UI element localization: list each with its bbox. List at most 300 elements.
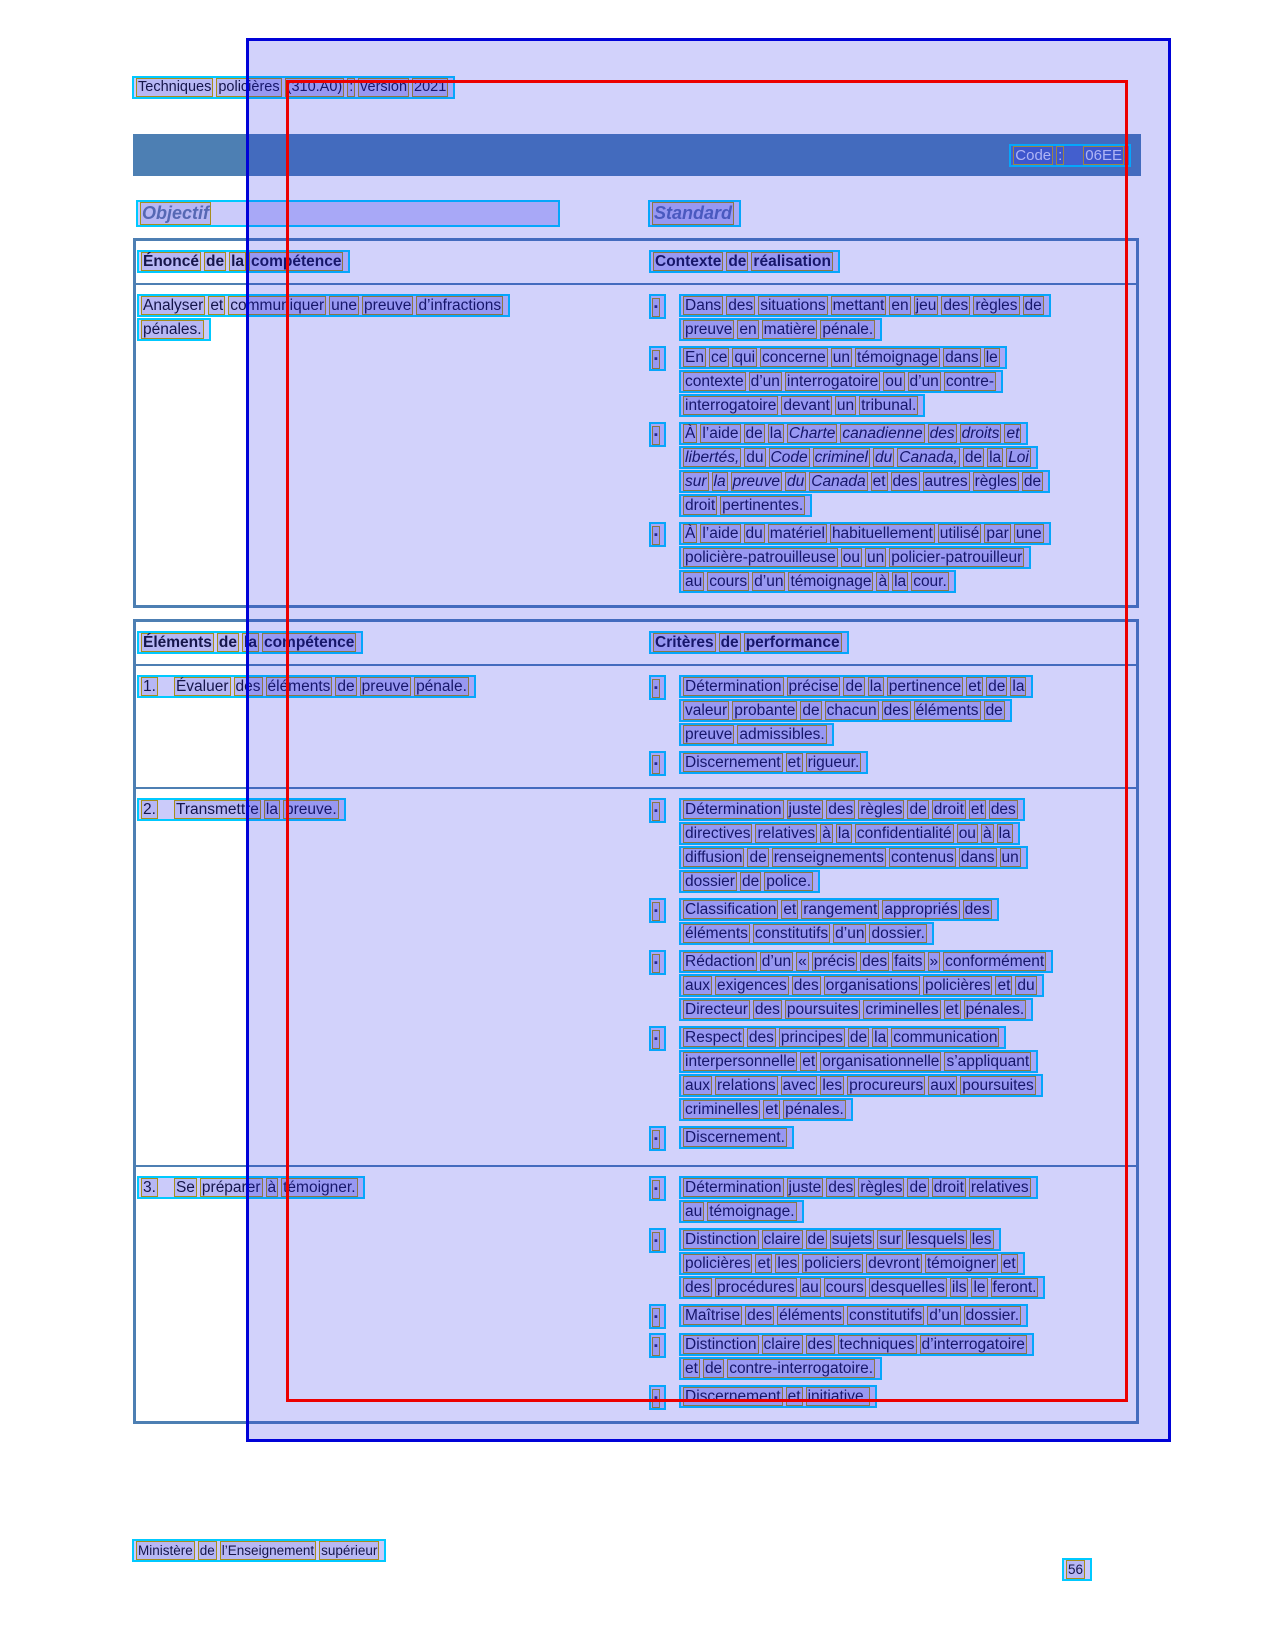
word-box: Se <box>175 1179 195 1196</box>
word-box: éléments <box>779 1307 843 1324</box>
word-box: des <box>929 425 955 442</box>
word-box: 56 <box>1068 1562 1084 1577</box>
text-line <box>679 998 1126 1022</box>
word-box: la <box>265 801 278 818</box>
word-box: Maîtrise <box>685 1307 741 1324</box>
word-box: admissibles. <box>739 726 825 743</box>
line-box <box>679 699 1012 722</box>
word-box: Standard <box>654 203 733 223</box>
text-line <box>679 1074 1126 1098</box>
word-box: du <box>746 449 764 466</box>
word-box: de <box>988 678 1006 695</box>
text-line <box>137 675 630 699</box>
word-box: et <box>945 1001 959 1018</box>
bullet-item <box>649 898 1126 946</box>
text-line <box>679 822 1126 846</box>
bullet-line-box <box>649 675 666 700</box>
word-box: pénales. <box>143 321 202 338</box>
word-box: droit <box>933 801 964 818</box>
word-box: En <box>685 349 704 366</box>
word-box: exigences <box>717 977 787 994</box>
word-box: de <box>741 873 760 890</box>
bullet-text-lines <box>679 522 1126 594</box>
word-box: avec <box>782 1077 816 1094</box>
word-box: preuve. <box>285 801 337 818</box>
word-box: de <box>728 253 747 270</box>
word-box: probante <box>734 702 796 719</box>
word-box: Détermination <box>685 678 782 695</box>
word-box: en <box>739 321 757 338</box>
line-box <box>679 470 1050 493</box>
word-box: » <box>929 953 939 970</box>
line-box <box>679 898 999 921</box>
word-box: preuve <box>685 726 733 743</box>
word-box: du <box>875 449 893 466</box>
word-box: de <box>337 678 355 695</box>
text-line <box>679 318 1126 342</box>
line-box <box>679 422 1028 445</box>
text-line <box>679 723 1126 747</box>
word-box: cours <box>825 1279 864 1296</box>
document-title-line <box>132 76 455 99</box>
bullet-text-lines <box>679 1126 1126 1151</box>
word-box: à <box>822 825 831 842</box>
text-line <box>679 870 1126 894</box>
word-box: d’un <box>909 373 939 390</box>
word-box: Détermination <box>685 801 782 818</box>
line-box <box>679 1385 877 1408</box>
table2-header-row <box>136 622 1136 666</box>
bullet-line-box <box>649 522 666 547</box>
line-box <box>137 1176 365 1199</box>
word-box: ou <box>885 373 903 390</box>
word-box: Code <box>1015 146 1052 164</box>
word-box: pertinentes. <box>722 497 804 514</box>
word-box: Canada, <box>899 449 958 466</box>
line-box <box>679 846 1028 869</box>
word-box: un <box>836 397 855 414</box>
word-box: rangement <box>803 901 878 918</box>
line-box <box>679 1098 853 1121</box>
bullet-line-box <box>649 422 666 447</box>
word-box: À <box>685 525 696 542</box>
bullet-line-box <box>649 1026 666 1051</box>
text-line <box>679 1026 1126 1050</box>
text-line <box>679 370 1126 394</box>
text-line <box>137 798 630 822</box>
bullet-item <box>649 798 1126 894</box>
page-number <box>1062 1558 1092 1581</box>
word-box: organisations <box>825 977 918 994</box>
word-box: la <box>874 1029 887 1046</box>
text-line <box>679 751 1126 775</box>
text-line <box>679 1357 1126 1381</box>
bullet-column <box>649 422 679 518</box>
word-box: et <box>968 678 982 695</box>
word-box: l’aide <box>702 425 739 442</box>
bullet-icon: ▪ <box>652 1389 660 1408</box>
word-box: sur <box>879 1231 901 1248</box>
word-box: témoignage. <box>709 1203 795 1220</box>
word-box: lesquels <box>907 1231 965 1248</box>
word-box: Contexte <box>655 253 722 270</box>
word-box: Analyser <box>143 297 204 314</box>
word-box: version <box>360 79 408 95</box>
bullet-line-box <box>649 1385 666 1410</box>
word-box: Éléments <box>143 634 212 651</box>
bullet-item <box>649 1176 1126 1224</box>
table2-row1-left-cell <box>136 666 630 787</box>
word-box: d’infractions <box>418 297 502 314</box>
word-box: criminelles <box>865 1001 939 1018</box>
word-box: à <box>982 825 992 842</box>
bullet-line-box <box>649 294 666 319</box>
word-box: mettant <box>832 297 885 314</box>
word-box: interpersonnelle <box>685 1053 796 1070</box>
word-box: des <box>748 1029 774 1046</box>
word-box: des <box>828 801 854 818</box>
word-box: Directeur <box>685 1001 748 1018</box>
word-box: autres <box>924 473 968 490</box>
word-box: constitutifs <box>754 925 829 942</box>
word-box: initiative. <box>807 1388 868 1405</box>
bullet-item <box>649 522 1126 594</box>
word-box: au <box>685 1203 703 1220</box>
word-box: un <box>1001 849 1019 866</box>
word-box: et <box>872 473 886 490</box>
word-box: pénale. <box>416 678 467 695</box>
word-box: principes <box>780 1029 843 1046</box>
word-box: relatives <box>757 825 816 842</box>
bullet-icon: ▪ <box>652 1130 660 1149</box>
word-box: cours <box>709 573 748 590</box>
word-box: d’un <box>761 953 792 970</box>
line-box <box>679 723 834 746</box>
word-box: s’appliquant <box>946 1053 1030 1070</box>
bullet-text-lines <box>679 422 1126 518</box>
word-box: des <box>747 1307 773 1324</box>
word-box: et <box>210 297 224 314</box>
word-box: dossier. <box>965 1307 1019 1324</box>
line-box <box>679 974 1044 997</box>
word-box: et <box>765 1101 779 1118</box>
word-box: supérieur <box>321 1543 378 1558</box>
bullet-text-lines <box>679 898 1126 946</box>
text-line <box>679 922 1126 946</box>
word-box: cour. <box>913 573 947 590</box>
word-box: précis <box>813 953 856 970</box>
word-box: la <box>837 825 850 842</box>
word-box: Rédaction <box>685 953 755 970</box>
word-box: juste <box>788 1179 822 1196</box>
word-box: Discernement. <box>685 1129 785 1146</box>
bullet-line-box <box>649 346 666 371</box>
word-box: qui <box>734 349 756 366</box>
word-box: ils <box>951 1279 967 1296</box>
word-box: des <box>883 702 909 719</box>
bullet-line-box <box>649 1304 666 1329</box>
table1-header-row <box>136 241 1136 285</box>
word-box: éléments <box>267 678 331 695</box>
bullet-icon: ▪ <box>652 755 660 774</box>
word-box: situations <box>760 297 826 314</box>
word-box: et <box>970 801 984 818</box>
word-box: la <box>713 473 726 490</box>
bullet-text-lines <box>679 950 1126 1022</box>
word-box: des <box>235 678 261 695</box>
word-box: performance <box>745 634 840 651</box>
word-box: policières <box>925 977 991 994</box>
table1-row-right-cell <box>630 285 1136 605</box>
word-box: les <box>971 1231 992 1248</box>
line-box <box>137 798 346 821</box>
table2-row1-right-cell <box>630 666 1136 787</box>
word-box: concerne <box>762 349 826 366</box>
bullet-text-lines <box>679 751 1126 776</box>
word-box: l’Enseignement <box>221 1543 315 1558</box>
bullet-text-lines <box>679 1333 1126 1381</box>
word-box: de <box>704 1360 723 1377</box>
line-box <box>679 1304 1028 1327</box>
word-box: des <box>943 297 969 314</box>
word-box: Classification <box>685 901 777 918</box>
word-box: preuve <box>361 678 410 695</box>
line-box <box>679 822 1020 845</box>
word-box: preuve <box>685 321 733 338</box>
line-box <box>679 1176 1038 1199</box>
word-box: à <box>878 573 888 590</box>
word-box: Ministère <box>138 1543 193 1558</box>
word-box: tribunal. <box>861 397 917 414</box>
word-box: témoigner. <box>283 1179 356 1196</box>
bullet-item <box>649 751 1126 776</box>
word-box: au <box>801 1279 819 1296</box>
bullet-icon: ▪ <box>652 802 660 821</box>
word-box: pénales. <box>785 1101 844 1118</box>
line-box <box>679 294 1051 317</box>
word-box: de <box>199 1543 215 1558</box>
bullet-icon: ▪ <box>652 1180 660 1199</box>
word-box: l’aide <box>702 525 739 542</box>
heading-standard <box>648 200 741 227</box>
text-line <box>679 846 1126 870</box>
text-line <box>679 1333 1126 1357</box>
word-box: des <box>990 801 1016 818</box>
word-box: éléments <box>915 702 979 719</box>
word-box: la <box>231 253 245 270</box>
word-box: canadienne <box>842 425 923 442</box>
line-box <box>679 570 956 593</box>
line-box <box>679 1050 1038 1073</box>
word-box: preuve <box>364 297 412 314</box>
word-box: des <box>964 901 990 918</box>
word-box: faits <box>894 953 923 970</box>
word-box: et <box>1002 1255 1016 1272</box>
word-box: d’un <box>750 373 780 390</box>
line-box <box>679 446 1038 469</box>
word-box: Loi <box>1008 449 1029 466</box>
word-box: devant <box>783 397 830 414</box>
word-box: un <box>832 349 851 366</box>
line-box <box>679 950 1053 973</box>
word-box: d’interrogatoire <box>921 1336 1025 1353</box>
bullet-column <box>649 798 679 894</box>
text-line <box>679 1385 1126 1409</box>
word-box: organisationnelle <box>822 1053 940 1070</box>
bullet-column <box>649 950 679 1022</box>
word-box: et <box>783 901 797 918</box>
bullet-icon: ▪ <box>652 526 660 545</box>
bullet-line-box <box>649 950 666 975</box>
bullet-column <box>649 522 679 594</box>
word-box: : <box>349 79 354 95</box>
word-box: contre-interrogatoire. <box>729 1360 874 1377</box>
word-box: de <box>909 801 927 818</box>
bullet-column <box>649 1304 679 1329</box>
word-box: Évaluer <box>175 678 229 695</box>
word-box: et <box>802 1053 816 1070</box>
line-box <box>679 675 1033 698</box>
word-box: pertinence <box>888 678 962 695</box>
text-line <box>679 470 1126 494</box>
word-box: chacun <box>826 702 877 719</box>
word-box: du <box>1017 977 1035 994</box>
word-box: poursuites <box>786 1001 859 1018</box>
word-box: (310.A0) <box>286 79 343 95</box>
word-box: jeu <box>915 297 937 314</box>
word-box: criminel <box>814 449 868 466</box>
word-box: : <box>1058 146 1063 164</box>
word-box: à <box>267 1179 277 1196</box>
bullet-icon: ▪ <box>652 1308 660 1327</box>
word-box: policier-patrouilleur <box>891 549 1023 566</box>
bullet-column <box>649 898 679 946</box>
bullet-item <box>649 422 1126 518</box>
line-box <box>679 522 1051 545</box>
word-box: policières <box>685 1255 751 1272</box>
bullet-item <box>649 294 1126 342</box>
word-box: règles <box>860 801 903 818</box>
word-box: contenus <box>891 849 954 866</box>
table2-row3-right-cell <box>630 1167 1136 1421</box>
word-box: dossier <box>685 873 735 890</box>
code-band <box>133 134 1141 176</box>
word-box: appropriés <box>884 901 958 918</box>
bullet-text-lines <box>679 1176 1126 1224</box>
bullet-line-box <box>649 1333 666 1358</box>
word-box: la <box>1012 678 1025 695</box>
bullet-text-lines <box>679 346 1126 418</box>
word-box: Transmettre <box>175 801 259 818</box>
word-box: police. <box>766 873 812 890</box>
word-box: relations <box>717 1077 776 1094</box>
bullet-icon: ▪ <box>652 679 660 698</box>
bullet-item <box>649 1385 1126 1410</box>
word-box: par <box>986 525 1009 542</box>
word-box: Objectif <box>142 203 210 223</box>
bullet-text-lines <box>679 675 1126 747</box>
text-line <box>137 318 630 342</box>
word-box: et <box>757 1255 771 1272</box>
table-enonce-contexte <box>133 238 1139 608</box>
word-box: techniques <box>839 1336 915 1353</box>
text-line <box>679 699 1126 723</box>
word-box: des <box>828 1179 854 1196</box>
word-box: pénale. <box>822 321 874 338</box>
word-box: de <box>218 634 238 651</box>
word-box: policière-patrouilleuse <box>685 549 836 566</box>
word-box: du <box>745 525 763 542</box>
word-box: des <box>754 1001 780 1018</box>
word-box: Détermination <box>685 1179 782 1196</box>
word-box: des <box>793 977 819 994</box>
word-box: 3. <box>143 1179 156 1196</box>
word-box: sujets <box>831 1231 873 1248</box>
word-box: de <box>807 1231 825 1248</box>
line-box <box>679 494 812 517</box>
word-box: feront. <box>992 1279 1037 1296</box>
bullet-icon: ▪ <box>652 1337 660 1356</box>
word-box: confidentialité <box>856 825 952 842</box>
word-box: sur <box>685 473 707 490</box>
word-box: dans <box>960 849 995 866</box>
line-box <box>679 1252 1025 1275</box>
text-line <box>679 446 1126 470</box>
table2-row2-left-cell <box>136 789 630 1165</box>
word-box: aux <box>685 977 710 994</box>
word-box: témoignage <box>857 349 939 366</box>
line-box <box>137 675 476 698</box>
word-box: une <box>331 297 358 314</box>
word-box: droit <box>933 1179 964 1196</box>
word-box: la <box>244 634 257 651</box>
word-box: communication <box>893 1029 998 1046</box>
line-box <box>679 1026 1006 1049</box>
table1-row-left-cell <box>136 285 630 605</box>
line-box <box>679 370 1003 393</box>
word-box: et <box>685 1360 698 1377</box>
table2-row-3 <box>136 1167 1136 1421</box>
bullet-item <box>649 1228 1126 1300</box>
word-box: règles <box>860 1179 903 1196</box>
bullet-column <box>649 1176 679 1224</box>
word-box: renseignements <box>773 849 884 866</box>
word-box: 06EE <box>1085 146 1122 164</box>
word-box: communiquer <box>230 297 325 314</box>
section-headings-row <box>0 200 1275 230</box>
word-box: de <box>845 678 863 695</box>
bullet-text-lines <box>679 1228 1126 1300</box>
bullet-column <box>649 1126 679 1151</box>
bullet-icon: ▪ <box>652 426 660 445</box>
word-box: de <box>205 253 225 270</box>
word-box: la <box>869 678 882 695</box>
word-box: du <box>787 473 805 490</box>
table1-header-right-text <box>649 250 840 273</box>
word-box: un <box>867 549 885 566</box>
word-box: constitutifs <box>849 1307 923 1324</box>
line-box <box>679 546 1031 569</box>
word-box: procureurs <box>849 1077 924 1094</box>
word-box: les <box>822 1077 843 1094</box>
bullet-icon: ▪ <box>652 954 660 973</box>
line-box <box>137 294 510 317</box>
bullet-icon: ▪ <box>652 350 660 369</box>
word-box: contexte <box>685 373 744 390</box>
word-box: le <box>973 1279 986 1296</box>
word-box: Canada <box>811 473 866 490</box>
word-box: au <box>685 573 703 590</box>
